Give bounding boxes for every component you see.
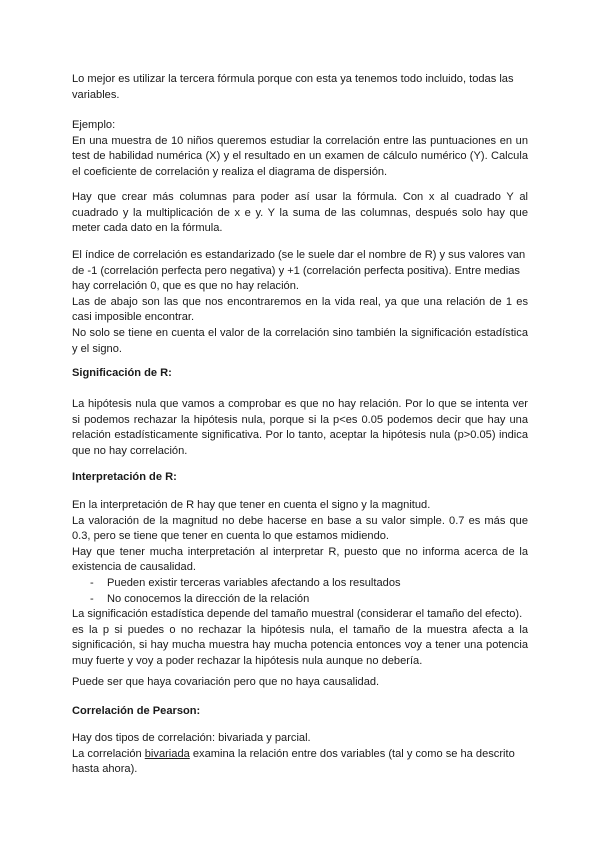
interpretation-paragraph-2: La valoración de la magnitud no debe hacerse en base a su valor simple. 0.7 es más que 0.3, pero se tiene que tener en cuenta lo que estamos midiendo.	[72, 514, 528, 543]
index-paragraph-1: El índice de correlación es estandarizado (se le suele dar el nombre de R) y sus valores van de -1 (correlación perfecta pero negativa) y +1 (correlación perfecta positiva). Entre medias hay correlación 0, que es que no hay relación.	[72, 249, 526, 293]
interpretation-list	[72, 576, 528, 607]
significance-heading: Significación de R:	[72, 367, 172, 379]
list-item: - Pueden existir terceras variables afectando a los resultados	[72, 576, 528, 592]
interpretation-paragraph-3: Hay que tener mucha interpretación al interpretar R, puesto que no informa acerca de la existencia de causalidad.	[72, 545, 528, 574]
pearson-section	[72, 731, 528, 778]
index-paragraph-3: No solo se tiene en cuenta el valor de la correlación sino también la significación estadística y el signo.	[72, 326, 528, 355]
index-section	[72, 248, 528, 357]
list-item: - No conocemos la dirección de la relación	[72, 592, 528, 608]
example-label: Ejemplo:	[72, 119, 116, 131]
columns-paragraph: Hay que crear más columnas para poder así usar la fórmula. Con x al cuadrado Y al cuadrado y la multiplicación de x e y. Y la suma de las columnas, después solo hay que meter cada dato en la fórmula.	[72, 191, 528, 235]
interpretation-heading: Interpretación de R:	[72, 471, 177, 483]
interpretation-paragraph-1: En la interpretación de R hay que tener en cuenta el signo y la magnitud.	[72, 499, 431, 511]
causality-paragraph: Puede ser que haya covariación pero que no haya causalidad.	[72, 676, 380, 688]
pearson-heading: Correlación de Pearson:	[72, 705, 201, 717]
pearson-paragraph-1: Hay dos tipos de correlación: bivariada y parcial.	[72, 732, 311, 744]
example-text: En una muestra de 10 niños queremos estudiar la correlación entre las puntuaciones en un test de habilidad numérica (X) y el resultado en un examen de cálculo numérico (Y). Calcula el coeficiente de correlación y realiza el diagrama de dispersión.	[72, 134, 528, 178]
interpretation-section	[72, 498, 528, 670]
pearson-paragraph-2: La correlación bivariada examina la relación entre dos variables (tal y como se ha descrito hasta ahora).	[72, 747, 515, 776]
intro-paragraph: Lo mejor es utilizar la tercera fórmula porque con esta ya tenemos todo incluido, todas las variables.	[72, 73, 514, 101]
example-section	[72, 118, 528, 180]
interpretation-paragraph-4: La significación estadística depende del tamaño muestral (considerar el tamaño del efecto).	[72, 608, 523, 621]
significance-paragraph: La hipótesis nula que vamos a comprobar es que no hay relación. Por lo que se intenta ver si podemos rechazar la hipótesis nula, porque si la p<es 0.05 podemos decir que hay una relación estadísticamente significativa. Por lo tanto, aceptar la hipótesis nula (p>0.05) indica que no hay correlación.	[72, 398, 528, 457]
interpretation-paragraph-5: es la p si puedes o no rechazar la hipótesis nula, el tamaño de la muestra afecta a la significación, si hay mucha muestra hay mucha potencia entonces voy a tener una potencia muy fuerte y voy a poder rechazar la hipótesis nula aunque no debería.	[72, 623, 528, 667]
index-paragraph-2: Las de abajo son las que nos encontraremos en la vida real, ya que una relación de 1 es casi imposible encontrar.	[72, 295, 528, 324]
bivariada-term: bivariada	[144, 747, 190, 760]
